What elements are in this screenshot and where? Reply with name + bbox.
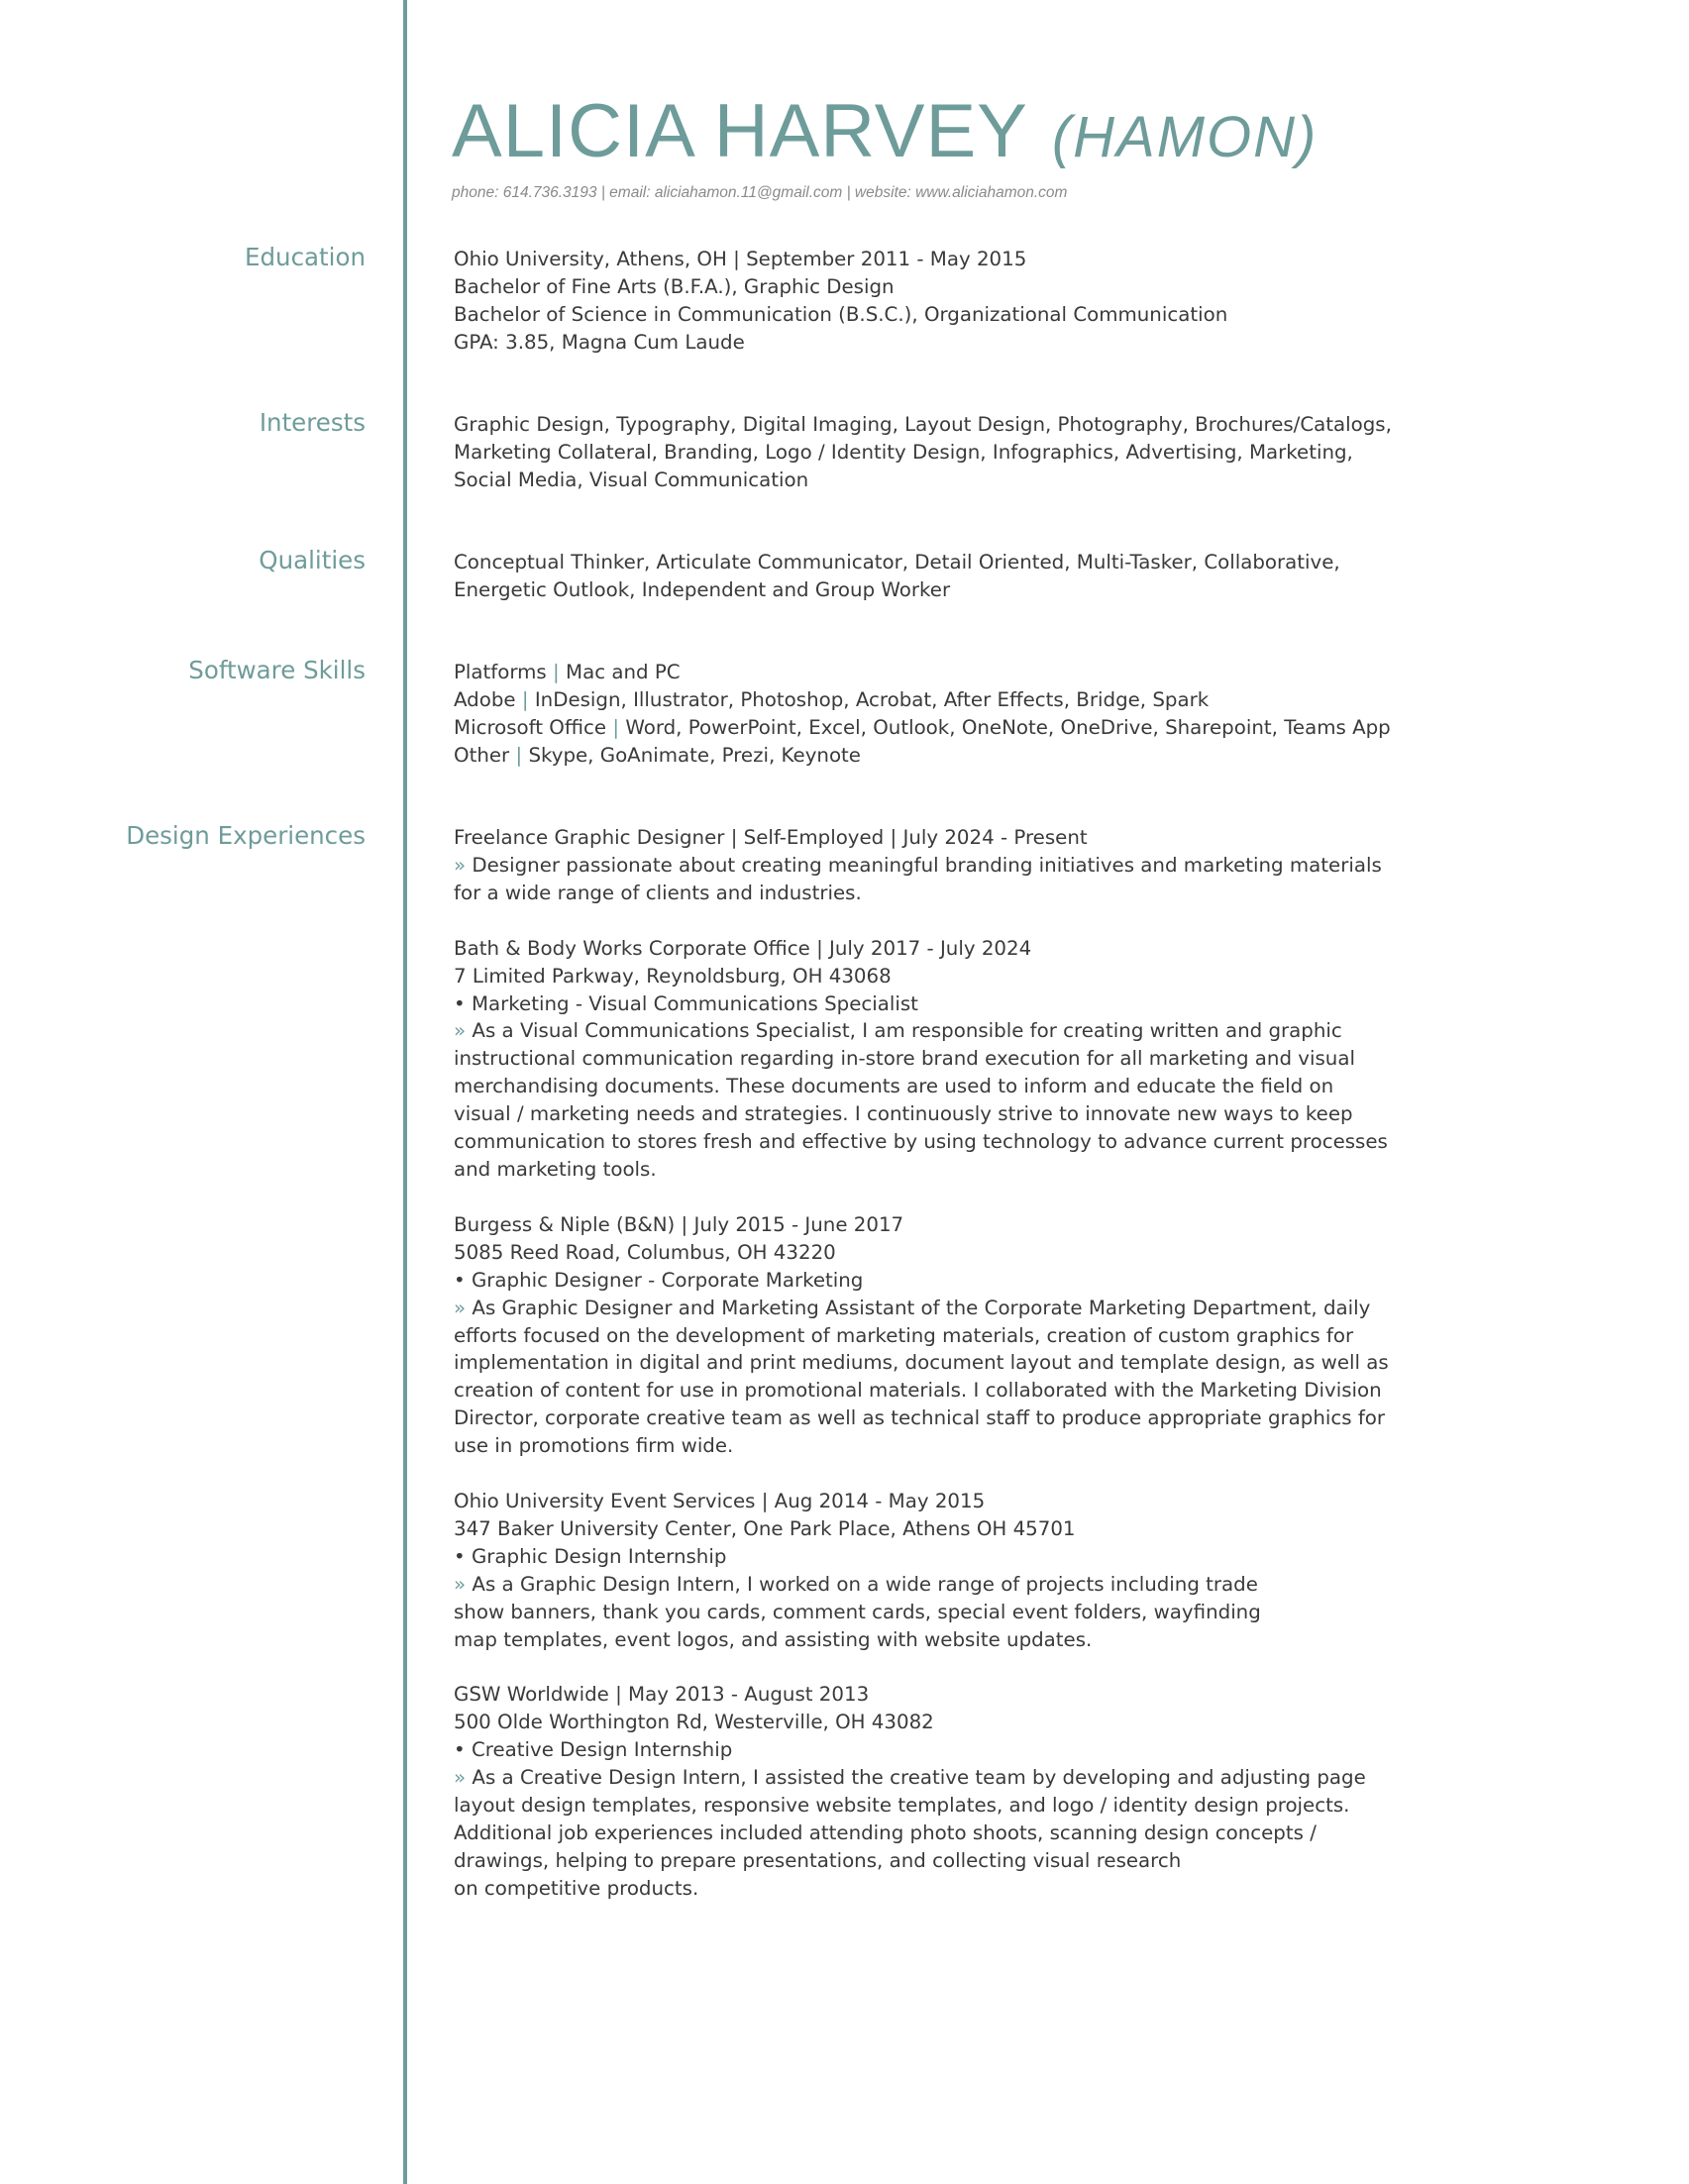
section-interests: [454, 411, 1392, 494]
resume-header: [452, 87, 1318, 202]
job-entry: [454, 1488, 1306, 1653]
vertical-divider-rule: [403, 0, 407, 2184]
job-entry: [454, 935, 1388, 1184]
section-label-qualities: Qualities: [259, 546, 366, 574]
separator: |: [515, 743, 523, 767]
job-desc-line: instructional communication regarding in-store brand execution for all marketing and visual: [454, 1047, 1355, 1071]
job-desc-line: [454, 852, 1382, 880]
software-category: Other: [454, 743, 510, 767]
section-software-skills: [454, 659, 1391, 770]
section-design-experiences: [454, 824, 1389, 1930]
job-address: 500 Olde Worthington Rd, Westerville, OH 43082: [454, 1711, 934, 1734]
job-entry: [454, 1211, 1389, 1460]
section-label-software-skills: Software Skills: [188, 656, 366, 684]
software-category: Platforms: [454, 661, 547, 683]
separator: |: [612, 715, 620, 739]
qualities-line: Energetic Outlook, Independent and Group Worker: [454, 577, 951, 601]
chevron-right-icon: »: [454, 1766, 467, 1790]
chevron-right-icon: »: [454, 1572, 467, 1596]
chevron-right-icon: »: [454, 1019, 467, 1043]
software-category: Adobe: [454, 687, 516, 711]
interests-line: Graphic Design, Typography, Digital Imaging, Layout Design, Photography, Brochures/Catalogs,: [454, 413, 1392, 436]
job-desc-line: drawings, helping to prepare presentations, and collecting visual research: [454, 1848, 1182, 1872]
software-value: InDesign, Illustrator, Photoshop, Acrobat, After Effects, Bridge, Spark: [534, 687, 1210, 711]
section-label-design-experiences: Design Experiences: [126, 821, 366, 850]
maiden-name: (HAMON): [1051, 105, 1319, 169]
software-category: Microsoft Office: [454, 715, 607, 739]
job-heading: Freelance Graphic Designer | Self-Employed | July 2024 - Present: [454, 826, 1088, 849]
education-line: Bachelor of Fine Arts (B.F.A.), Graphic Design: [454, 274, 895, 298]
job-entry: [454, 1681, 1366, 1902]
job-desc-line: Director, corporate creative team as well as technical staff to produce appropriate graphics for: [454, 1406, 1386, 1430]
job-desc-line: creation of content for use in promotional materials. I collaborated with the Marketing Division: [454, 1379, 1382, 1403]
qualities-line: Conceptual Thinker, Articulate Communicator, Detail Oriented, Multi-Tasker, Collaborative,: [454, 551, 1340, 573]
contact-line: phone: 614.736.3193 | email: aliciahamon.11@gmail.com | website: www.aliciahamon.com: [452, 184, 1068, 201]
section-qualities: [454, 549, 1340, 604]
software-value: Skype, GoAnimate, Prezi, Keynote: [528, 743, 861, 767]
education-line: GPA: 3.85, Magna Cum Laude: [454, 330, 745, 354]
section-education: [454, 246, 1306, 357]
separator: |: [553, 661, 560, 683]
job-address: 5085 Reed Road, Columbus, OH 43220: [454, 1240, 836, 1264]
job-desc-line: [454, 1764, 1366, 1792]
section-label-interests: Interests: [259, 408, 366, 437]
job-heading: Ohio University Event Services | Aug 2014 - May 2015: [454, 1490, 986, 1513]
job-desc-line: layout design templates, responsive website templates, and logo / identity design projects.: [454, 1794, 1350, 1818]
job-desc-line: [454, 1017, 1342, 1045]
job-role: • Graphic Design Internship: [454, 1544, 727, 1568]
software-value: Mac and PC: [566, 661, 681, 683]
section-label-education: Education: [245, 243, 366, 271]
job-desc-line: implementation in digital and print mediums, document layout and template design, as well as: [454, 1351, 1389, 1375]
software-value: Word, PowerPoint, Excel, Outlook, OneNote, OneDrive, Sharepoint, Teams App: [625, 715, 1391, 739]
job-desc-line: Additional job experiences included attending photo shoots, scanning design concepts /: [454, 1821, 1317, 1844]
job-heading: Bath & Body Works Corporate Office | July 2017 - July 2024: [454, 936, 1032, 960]
job-entry: [454, 824, 1382, 907]
job-desc-line: efforts focused on the development of marketing materials, creation of custom graphics for: [454, 1323, 1354, 1347]
job-desc-text: As a Visual Communications Specialist, I am responsible for creating written and graphic: [472, 1019, 1342, 1043]
software-row: [454, 714, 1391, 742]
job-desc-line: on competitive products.: [454, 1876, 699, 1900]
chevron-right-icon: »: [454, 853, 467, 877]
job-heading: Burgess & Niple (B&N) | July 2015 - June 2017: [454, 1212, 904, 1236]
job-desc-line: merchandising documents. These documents are used to inform and educate the field on: [454, 1075, 1334, 1098]
job-desc-line: use in promotions firm wide.: [454, 1434, 734, 1458]
job-desc-line: communication to stores fresh and effective by using technology to advance current processes: [454, 1130, 1388, 1154]
job-desc-line: and marketing tools.: [454, 1157, 657, 1181]
software-row: [454, 742, 1306, 770]
job-heading: GSW Worldwide | May 2013 - August 2013: [454, 1683, 870, 1707]
job-desc-line: [454, 1571, 1306, 1599]
separator: |: [521, 687, 529, 711]
job-desc-text: As a Graphic Design Intern, I worked on a wide range of projects including trade: [472, 1572, 1258, 1596]
full-name: ALICIA HARVEY: [452, 89, 1028, 173]
job-desc-line: map templates, event logos, and assisting with website updates.: [454, 1627, 1093, 1651]
software-row: [454, 659, 1306, 686]
job-role: • Graphic Designer - Corporate Marketing: [454, 1268, 864, 1292]
job-desc-text: As a Creative Design Intern, I assisted the creative team by developing and adjusting page: [472, 1766, 1366, 1790]
job-desc-line: visual / marketing needs and strategies. I continuously strive to innovate new ways to keep: [454, 1102, 1353, 1126]
education-line: Ohio University, Athens, OH | September 2011 - May 2015: [454, 248, 1027, 270]
chevron-right-icon: »: [454, 1296, 467, 1319]
job-desc-line: for a wide range of clients and industries.: [454, 881, 862, 904]
applicant-name: [452, 87, 1318, 182]
job-desc-text: Designer passionate about creating meaningful branding initiatives and marketing materials: [472, 853, 1382, 877]
interests-line: Marketing Collateral, Branding, Logo / Identity Design, Infographics, Advertising, Marketing,: [454, 440, 1353, 464]
software-row: [454, 686, 1306, 714]
job-desc-line: show banners, thank you cards, comment cards, special event folders, wayfinding: [454, 1600, 1261, 1623]
job-address: 7 Limited Parkway, Reynoldsburg, OH 43068: [454, 964, 892, 988]
interests-line: Social Media, Visual Communication: [454, 468, 809, 491]
job-desc-text: As Graphic Designer and Marketing Assistant of the Corporate Marketing Department, daily: [472, 1296, 1371, 1319]
education-line: Bachelor of Science in Communication (B.S.C.), Organizational Communication: [454, 302, 1228, 326]
job-desc-line: [454, 1295, 1371, 1322]
job-address: 347 Baker University Center, One Park Place, Athens OH 45701: [454, 1516, 1076, 1540]
job-role: • Marketing - Visual Communications Specialist: [454, 991, 918, 1015]
job-role: • Creative Design Internship: [454, 1738, 733, 1762]
